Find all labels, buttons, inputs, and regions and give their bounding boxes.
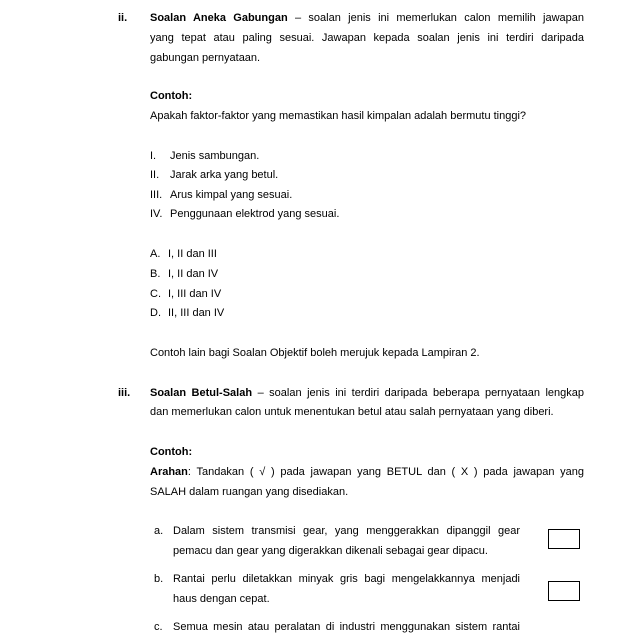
statement-text: Jarak arka yang betul.	[170, 169, 279, 181]
section-ii-example-label: Contoh:	[150, 90, 193, 102]
item-line2: pemacu dan gear yang digerakkan dikenali sebagai gear dipacu.	[173, 545, 488, 557]
item-letter: b.	[154, 573, 164, 585]
section-ii-title: Soalan Aneka Gabungan	[150, 12, 288, 24]
section-ii-number: ii.	[118, 12, 128, 24]
statement-text: Jenis sambungan.	[170, 150, 260, 162]
option-text: II, III dan IV	[168, 307, 225, 319]
statement-numeral: I.	[150, 150, 157, 162]
statement-numeral: IV.	[150, 208, 163, 220]
answer-box-a[interactable]	[548, 529, 580, 549]
section-iii-example-label: Contoh:	[150, 446, 193, 458]
statement-text: Penggunaan elektrod yang sesuai.	[170, 208, 340, 220]
option-letter: B.	[150, 268, 161, 280]
option-text: I, II dan IV	[168, 268, 219, 280]
item-line1: Dalam sistem transmisi gear, yang menggerakkan dipanggil gear	[173, 525, 520, 537]
item-line1: Semua mesin atau peralatan di industri menggunakan sistem rantai	[173, 621, 520, 633]
section-ii-desc-line2: yang tepat atau paling sesuai. Jawapan kepada soalan jenis ini terdiri daripada	[150, 32, 584, 44]
statement-numeral: III.	[150, 189, 163, 201]
section-iii-desc-line2: dan memerlukan calon untuk menentukan betul atau salah pernyataan yang diberi.	[150, 406, 554, 418]
option-letter: D.	[150, 307, 161, 319]
item-line1: Rantai perlu diletakkan minyak gris bagi mengelakkannya menjadi	[173, 573, 520, 585]
section-iii-title: Soalan Betul-Salah	[150, 387, 253, 399]
section-iii-first-line	[150, 387, 584, 399]
option-letter: A.	[150, 248, 161, 260]
section-iii-instruction-line1	[150, 466, 584, 478]
option-text: I, III dan IV	[168, 288, 222, 300]
option-letter: C.	[150, 288, 161, 300]
section-iii-desc-line1: – soalan jenis ini terdiri daripada beberapa pernyataan lengkap	[257, 387, 585, 399]
section-iii-number: iii.	[118, 387, 131, 399]
item-letter: a.	[154, 525, 164, 537]
option-text: I, II dan III	[168, 248, 217, 260]
section-ii-desc-line1: – soalan jenis ini memerlukan calon memilih jawapan	[295, 12, 584, 24]
instruction-label: Arahan	[150, 466, 188, 478]
answer-box-b[interactable]	[548, 581, 580, 601]
section-iii-instruction-line2: SALAH dalam ruangan yang disediakan.	[150, 486, 349, 498]
section-ii-desc-line3: gabungan pernyataan.	[150, 52, 261, 64]
item-letter: c.	[154, 621, 163, 633]
item-line2: haus dengan cepat.	[173, 593, 270, 605]
section-ii-note: Contoh lain bagi Soalan Objektif boleh merujuk kepada Lampiran 2.	[150, 347, 480, 359]
section-ii-question: Apakah faktor-faktor yang memastikan hasil kimpalan adalah bermutu tinggi?	[150, 110, 527, 122]
statement-numeral: II.	[150, 169, 160, 181]
section-ii-first-line	[150, 12, 584, 24]
statement-text: Arus kimpal yang sesuai.	[170, 189, 293, 201]
instruction-text: : Tandakan ( √ ) pada jawapan yang BETUL dan ( X ) pada jawapan yang	[187, 466, 584, 478]
